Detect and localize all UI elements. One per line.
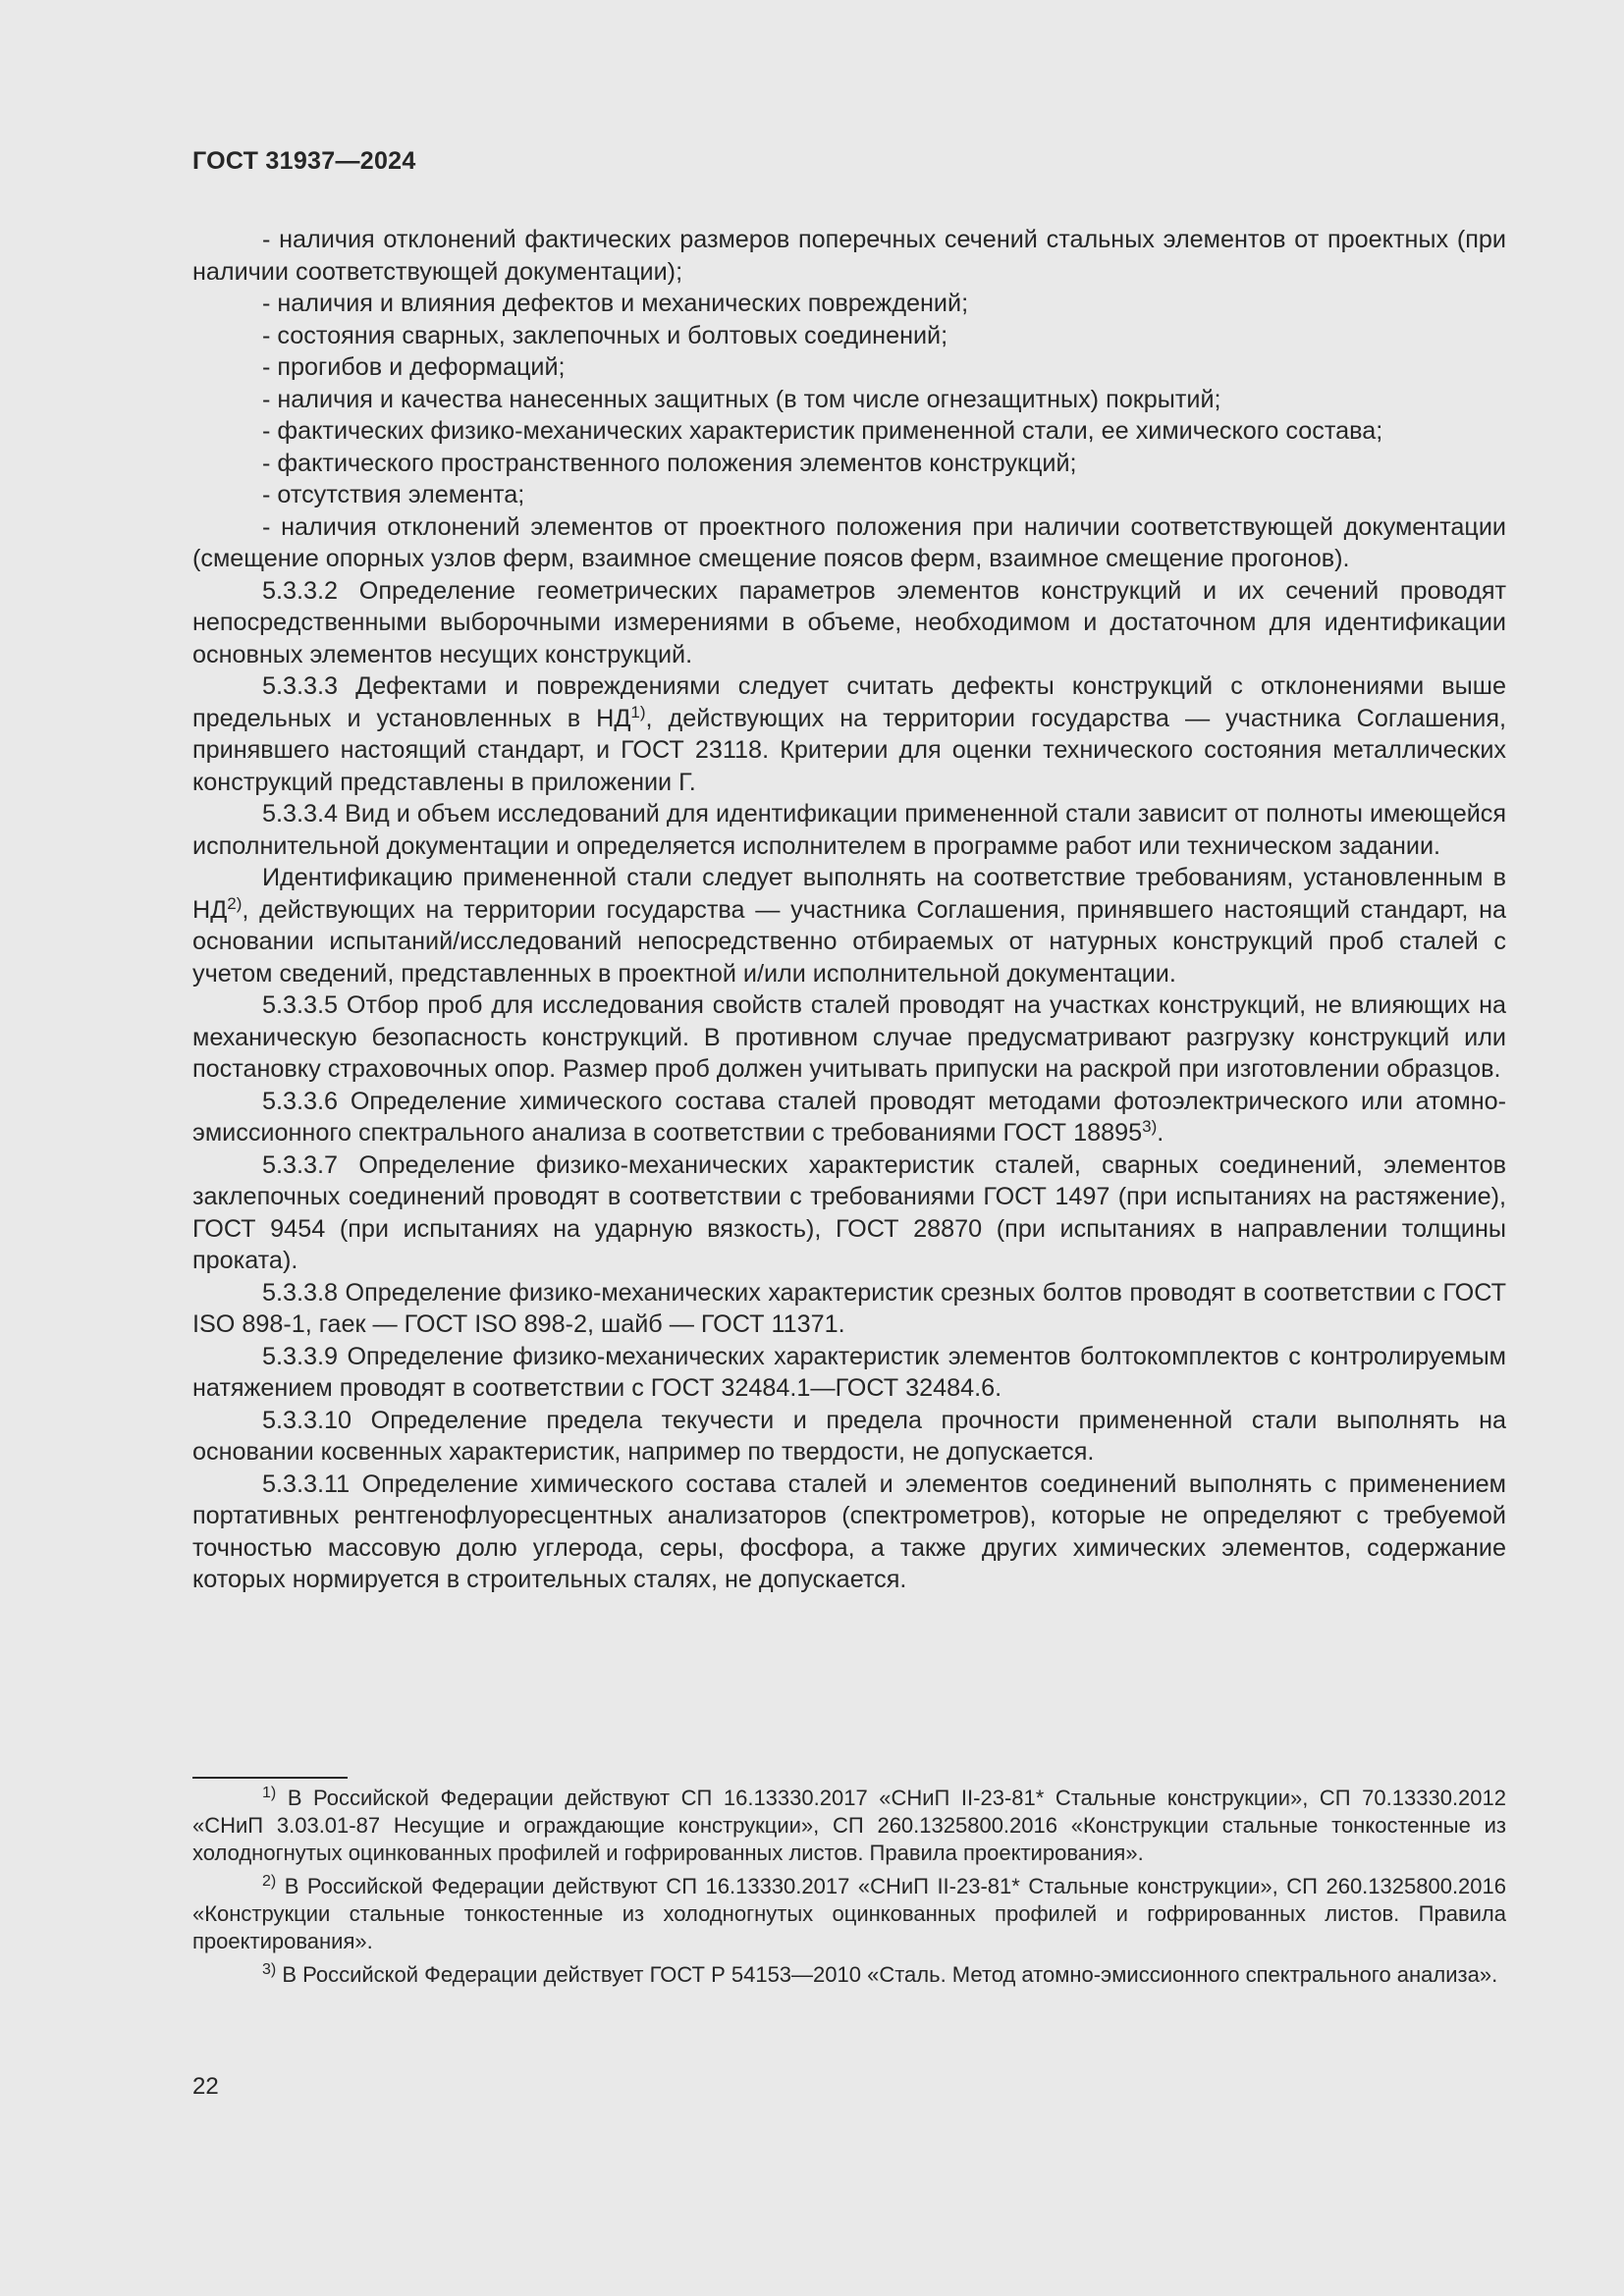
footnote-ref[interactable]: 2) [227, 893, 243, 913]
clause-5-3-3-3 [192, 670, 1506, 798]
clause-5-3-3-8 [192, 1277, 1506, 1341]
clause-text: Отбор проб для исследования свойств сталей проводят на участках конструкций, не влияющих на механическую безопасность конструкций. В противном случае предусматривают разгрузку конструкций или постановку страховочных опор. Размер проб должен учитывать припуски на раскрой при изготовлении образцов. [192, 991, 1506, 1083]
clause-number: 5.3.3.7 [262, 1150, 339, 1179]
list-item: - фактического пространственного положения элементов конструкций; [262, 449, 1077, 477]
clause-text: Определение химического состава сталей проводят методами фотоэлектрического или атомно-эмиссионного спектрального анализа в соответствии с требованиями ГОСТ 18895 [192, 1087, 1507, 1147]
list-item: - наличия отклонений элементов от проектного положения при наличии соответствующей документации (смещение опорных узлов ферм, взаимное смещение поясов ферм, взаимное смещение прогонов). [192, 512, 1506, 572]
footnote-text: В Российской Федерации действуют СП 16.13330.2017 «СНиП II-23-81* Стальные конструкции», СП 70.13330.2012 «СНиП 3.03.01-87 Несущие и ограждающие конструкции», СП 260.1325800.2016 «Конструкции стальные тонкостенные из холодногнутых оцинкованных профилей и гофрированных листов. Правила проектирования». [192, 1786, 1506, 1865]
clause-number: 5.3.3.5 [262, 991, 339, 1019]
document-body [192, 224, 1506, 1596]
clause-text: Определение физико-механических характеристик срезных болтов проводят в соответствии с ГОСТ ISO 898-1, гаек — ГОСТ ISO 898-2, шайб — ГОСТ 11371. [192, 1278, 1506, 1338]
list-item: - состояния сварных, заклепочных и болтовых соединений; [262, 321, 948, 349]
clause-text: Определение химического состава сталей и элементов соединений выполнять с применением портативных рентгенофлуоресцентных анализаторов (спектрометров), которые не определяют с требуемой точностью массовую долю углерода, серы, фосфора, а также других химических элементов, содержание которых нормируется в строительных сталях, не допускается. [192, 1469, 1507, 1593]
clause-text: Определение физико-механических характеристик элементов болтокомплектов с контролируемым натяжением проводят в соответствии с ГОСТ 32484.1—ГОСТ 32484.6. [192, 1342, 1506, 1402]
list-item: - наличия и качества нанесенных защитных (в том числе огнезащитных) покрытий; [262, 385, 1221, 413]
clause-text: . [1157, 1119, 1164, 1147]
clause-text: Вид и объем исследований для идентификации примененной стали зависит от полноты имеющейся исполнительной документации и определяется исполнителем в программе работ или техническом задании. [192, 800, 1507, 860]
clause-number: 5.3.3.3 [262, 672, 339, 700]
clause-text: Определение геометрических параметров элементов конструкций и их сечений проводят непосредственными выборочными измерениями в объеме, необходимом и достаточном для идентификации основных элементов несущих конструкций. [192, 576, 1506, 668]
list-item: - наличия отклонений фактических размеров поперечных сечений стальных элементов от проектных (при наличии соответствующей документации); [192, 226, 1506, 286]
clause-5-3-3-6 [192, 1086, 1506, 1149]
footnote [192, 1785, 1506, 1867]
footnote-text: В Российской Федерации действуют СП 16.13330.2017 «СНиП II-23-81* Стальные конструкции», СП 260.1325800.2016 «Конструкции стальные тонкостенные из холодногнутых оцинкованных профилей и гофрированных листов. Правила проектирования». [192, 1874, 1506, 1953]
clause-number: 5.3.3.2 [262, 576, 339, 605]
list-item: - фактических физико-механических характеристик примененной стали, ее химического состава; [262, 417, 1383, 445]
footnote-mark: 1) [262, 1785, 277, 1801]
clause-number: 5.3.3.9 [262, 1342, 339, 1370]
clause-number: 5.3.3.4 [262, 800, 339, 828]
footnote-ref[interactable]: 1) [630, 702, 646, 721]
clause-5-3-3-5 [192, 989, 1506, 1086]
clause-5-3-3-9 [192, 1341, 1506, 1405]
footnote-separator [192, 1777, 348, 1779]
clause-5-3-3-2 [192, 575, 1506, 671]
clause-text: Определение физико-механических характеристик сталей, сварных соединений, элементов заклепочных соединений проводят в соответствии с требованиями ГОСТ 1497 (при испытаниях на растяжение), ГОСТ 9454 (при испытаниях на ударную вязкость), ГОСТ 28870 (при испытаниях в направлении толщины проката). [192, 1150, 1506, 1274]
page-number: 22 [192, 2073, 219, 2100]
paragraph-text: Идентификацию примененной стали следует выполнять на соответствие требованиям, установленным в НД [192, 864, 1506, 924]
footnote-ref[interactable]: 3) [1142, 1117, 1158, 1136]
clause-text: Определение предела текучести и предела прочности примененной стали выполнять на основании косвенных характеристик, например по твердости, не допускается. [192, 1406, 1506, 1466]
footnote [192, 1873, 1506, 1955]
footnotes [192, 1785, 1506, 1995]
paragraph-text: , действующих на территории государства — участника Соглашения, принявшего настоящий стандарт, на основании испытаний/исследований непосредственно отбираемых от натурных конструкций проб сталей с учетом сведений, представленных в проектной и/или исполнительной документации. [192, 895, 1506, 988]
clause-number: 5.3.3.11 [262, 1469, 351, 1498]
clause-5-3-3-4 [192, 798, 1506, 862]
document-header: ГОСТ 31937—2024 [192, 147, 416, 175]
footnote-mark: 2) [262, 1873, 277, 1890]
clause-5-3-3-7 [192, 1149, 1506, 1277]
footnote-mark: 3) [262, 1961, 277, 1978]
clause-5-3-3-10 [192, 1405, 1506, 1468]
list-item: - наличия и влияния дефектов и механических повреждений; [262, 290, 969, 317]
paragraph-steel-identification [192, 862, 1506, 989]
clause-number: 5.3.3.6 [262, 1087, 339, 1115]
clause-text: Дефектами и повреждениями следует считать дефекты конструкций с отклонениями выше предельных и установленных в НД [192, 672, 1506, 732]
clause-5-3-3-11 [192, 1468, 1506, 1596]
clause-text: , действующих на территории государства — участника Соглашения, принявшего настоящий стандарт, и ГОСТ 23118. Критерии для оценки технического состояния металлических конструкций представлены в приложении Г. [192, 704, 1507, 796]
list-item: - отсутствия элемента; [262, 481, 525, 508]
footnote [192, 1961, 1506, 1989]
footnote-text: В Российской Федерации действует ГОСТ Р 54153—2010 «Сталь. Метод атомно-эмиссионного спектрального анализа». [282, 1962, 1498, 1987]
clause-number: 5.3.3.10 [262, 1406, 352, 1434]
clause-number: 5.3.3.8 [262, 1278, 339, 1307]
list-item: - прогибов и деформаций; [262, 353, 566, 381]
